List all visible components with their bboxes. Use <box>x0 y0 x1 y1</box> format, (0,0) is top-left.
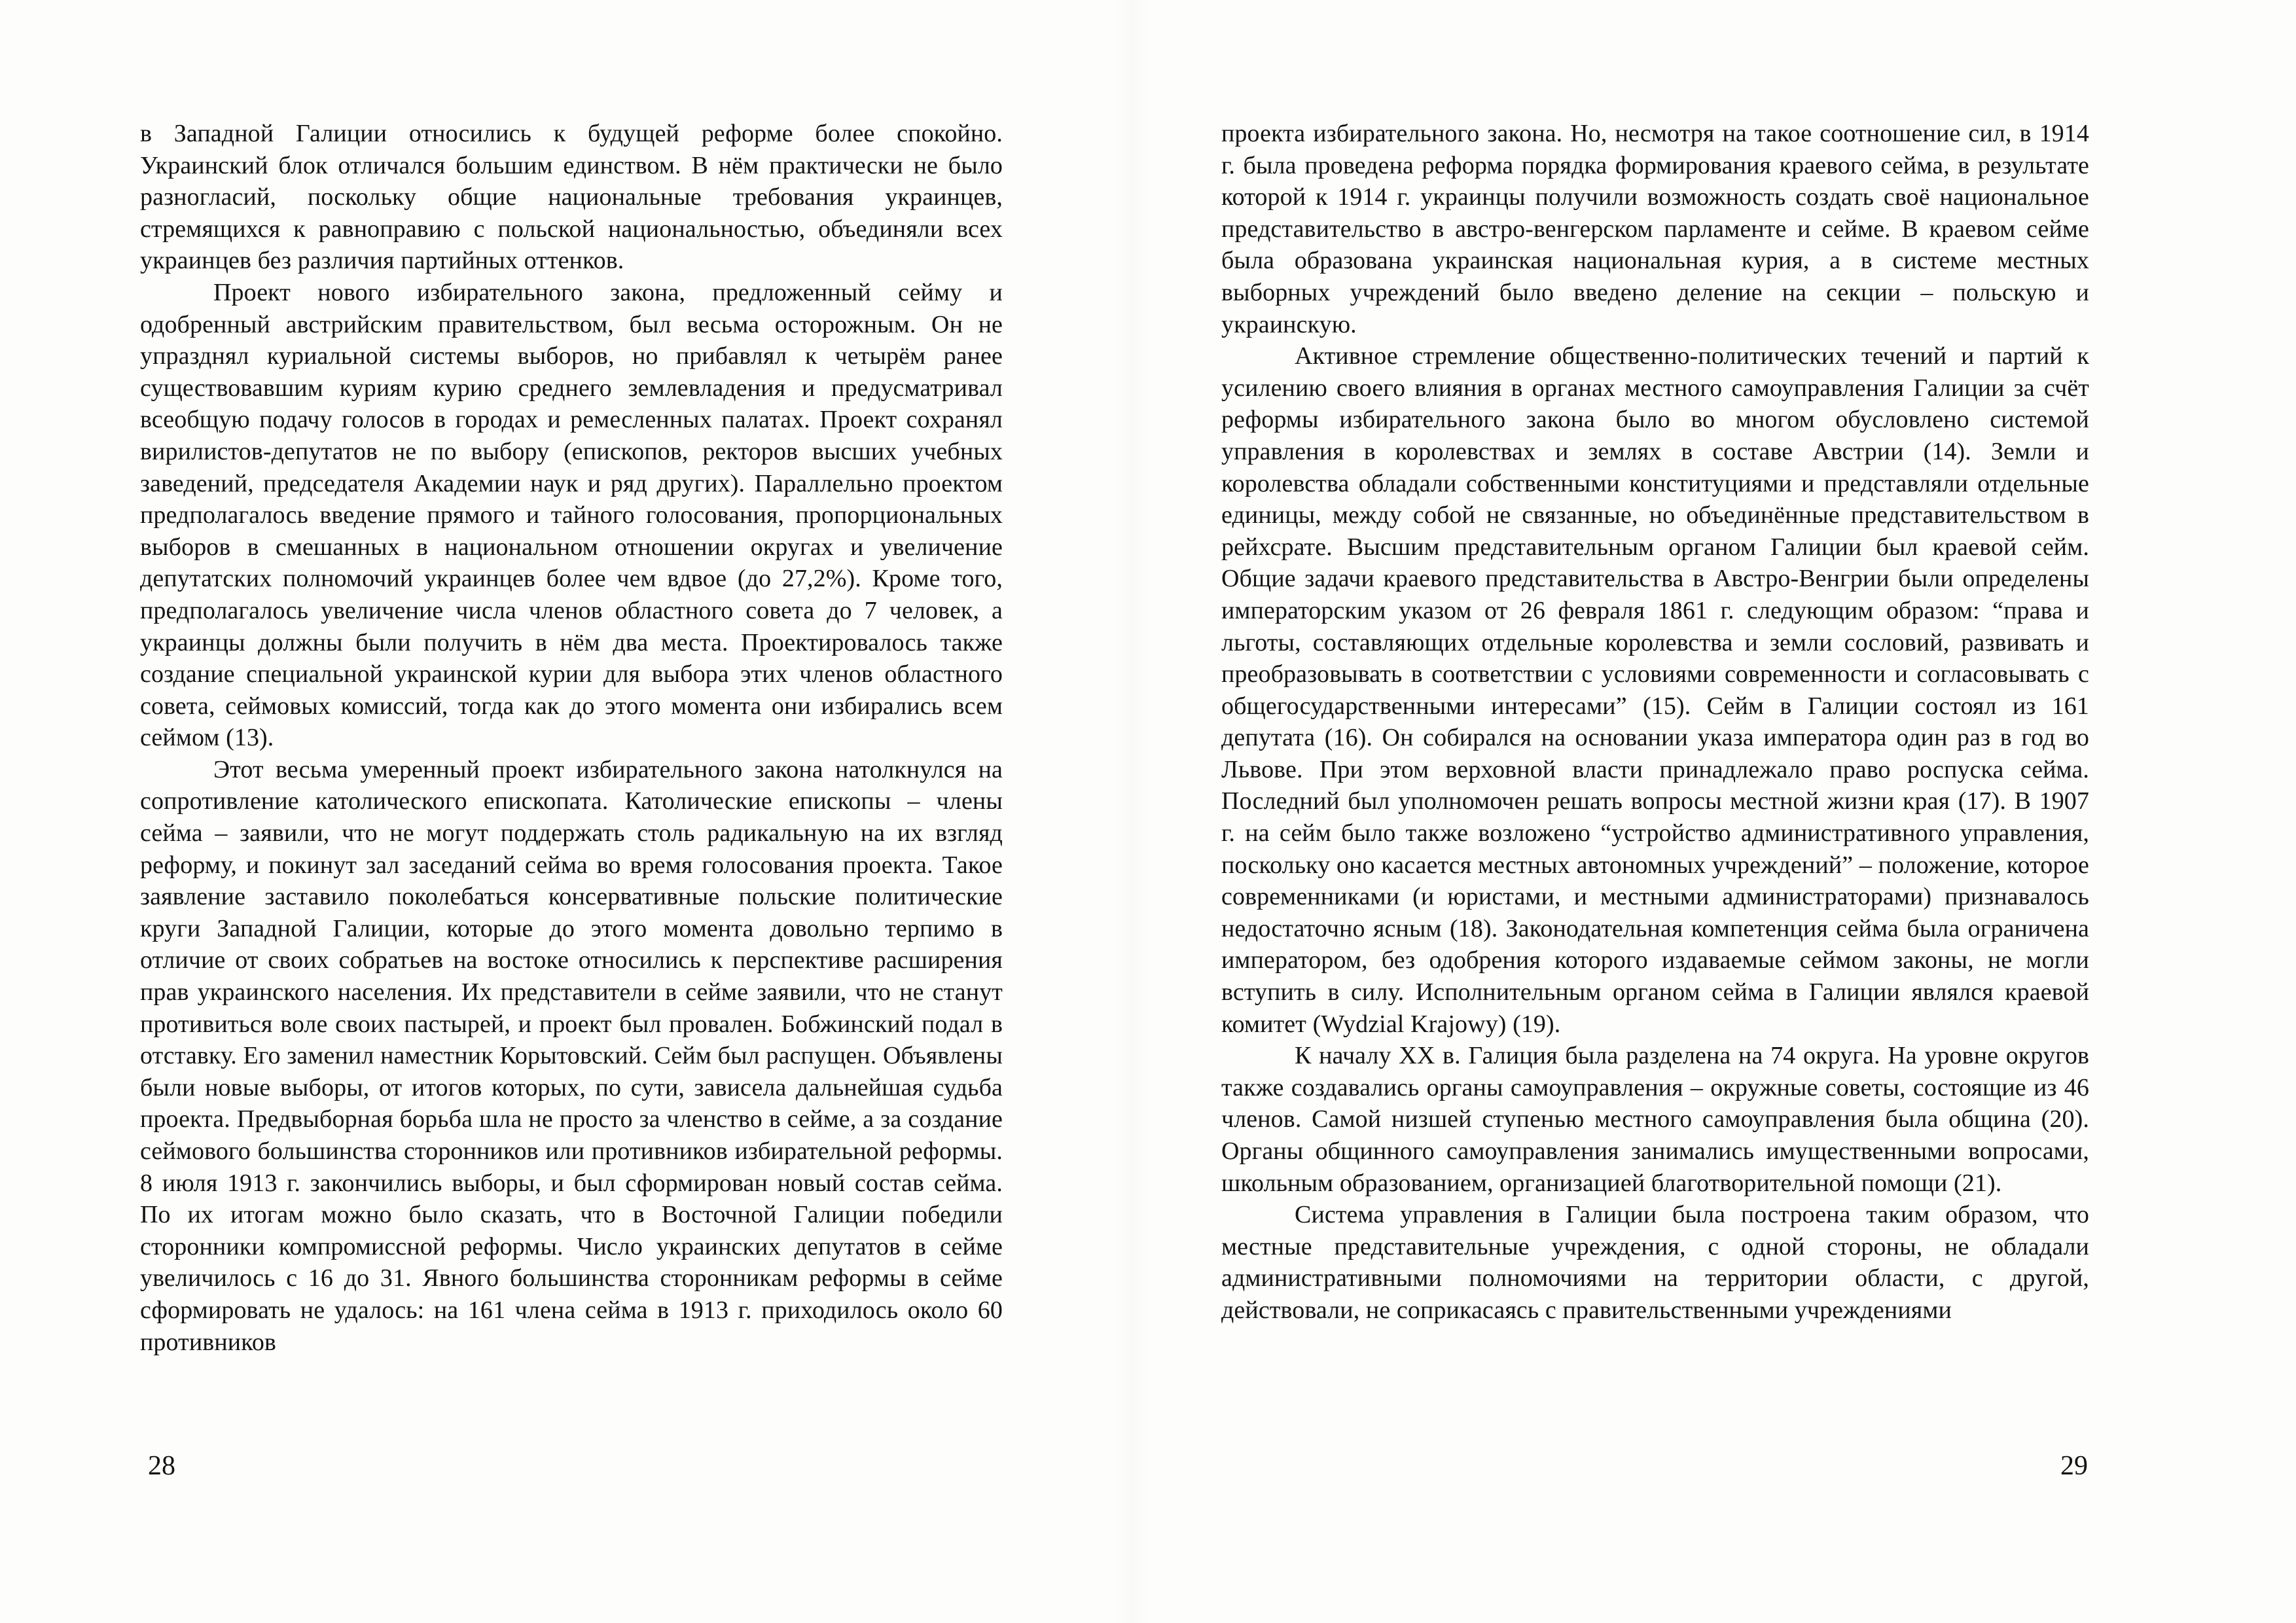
left-paragraph-1: в Западной Галиции относились к будущей реформе более спокойно. Украинский блок отличался большим единством. В нём практически не было разногласий, поскольку общие национальные требования украинцев, стремящихся к равноправию с польской национальностью, объединяли всех украинцев без различия партийных оттенков. <box>140 120 1003 275</box>
right-paragraph-2: Активное стремление общественно-политических течений и партий к усилению своего влияния в органах местного самоуправления Галиции за счёт реформы избирательного закона было во многом обусловлено системой управления в королевствах и землях в составе Австрии (14). Земли и королевства обладали собственными конституциями и представляли отдельные единицы, между собой не связанные, но объединённые представительством в рейхсрате. Высшим представительным органом Галиции был краевой сейм. Общие задачи краевого представительства в Австро-Венгрии были определены императорским указом от 26 февраля 1861 г. следующим образом: “права и льготы, составляющих отдельные королевства и земли сословий, развивать и преобразовывать в соответствии с условиями современности и согласовывать с общегосударственными интересами” (15). Сейм в Галиции состоял из 161 депутата (16). Он собирался на основании указа императора один раз в год во Львове. При этом верховной власти принадлежало право роспуска сейма. Последний был уполномочен решать вопросы местной жизни края (17). В 1907 г. на сейм было также возложено “устройство административного управления, поскольку оно касается местных автономных учреждений” – положение, которое современниками (и юристами, и местными администраторами) признавалось недостаточно ясным (18). Законодательная компетенция сейма была ограничена императором, без одобрения которого издаваемые сеймом законы, не могли вступить в силу. Исполнительным органом сейма в Галиции являлся краевой комитет (Wydzial Krajowy) (19). <box>1221 342 2089 1038</box>
book-gutter <box>1113 0 1152 1623</box>
right-paragraph-3: К началу XX в. Галиция была разделена на 74 округа. На уровне округов также создавались органы самоуправления – окружные советы, состоящие из 46 членов. Самой низшей ступенью местного самоуправления была община (20). Органы общинного самоуправления занимались имущественными вопросами, школьным образованием, организацией благотворительной помощи (21). <box>1221 1042 2089 1197</box>
right-page-number: 29 <box>2060 1451 2088 1481</box>
left-paragraph-2: Проект нового избирательного закона, предложенный сейму и одобренный австрийским правительством, был весьма осторожным. Он не упразднял куриальной системы выборов, но прибавлял к четырём ранее существовавшим куриям курию среднего землевладения и предусматривал всеобщую подачу голосов в городах и ремесленных палатах. Проект сохранял вирилистов-депутатов не по выбору (епископов, ректоров высших учебных заведений, председателя Академии наук и ряд других). Параллельно проектом предполагалось введение прямого и тайного голосования, пропорциональных выборов в смешанных в национальном отношении округах и увеличение депутатских полномочий украинцев более чем вдвое (до 27,2%). Кроме того, предполагалось увеличение числа членов областного совета до 7 человек, а украинцы должны были получить в нём два места. Проектировалось также создание специальной украинской курии для выбора этих членов областного совета, сеймовых комиссий, тогда как до этого момента они избирались всем сеймом (13). <box>140 278 1003 752</box>
right-page <box>1221 118 2089 1327</box>
left-page <box>140 118 1003 1358</box>
right-paragraph-4: Система управления в Галиции была построена таким образом, что местные представительные учреждения, с одной стороны, не обладали административными полномочиями на территории области, с другой, действовали, не соприкасаясь с правительственными учреждениями <box>1221 1201 2089 1324</box>
left-paragraph-3: Этот весьма умеренный проект избирательного закона натолкнулся на сопротивление католического епископата. Католические епископы – члены сейма – заявили, что не могут поддержать столь радикальную на их взгляд реформу, и покинут зал заседаний сейма во время голосования проекта. Такое заявление заставило поколебаться консервативные польские политические круги Западной Галиции, которые до этого момента довольно терпимо в отличие от своих собратьев на востоке относились к перспективе расширения прав украинского населения. Их представители в сейме заявили, что не станут противиться воле своих пастырей, и проект был провален. Бобжинский подал в отставку. Его заменил наместник Корытовский. Сейм был распущен. Объявлены были новые выборы, от итогов которых, по сути, зависела дальнейшая судьба проекта. Предвыборная борьба шла не просто за членство в сейме, а за создание сеймового большинства сторонников или противников избирательной реформы. 8 июля 1913 г. закончились выборы, и был сформирован новый состав сейма. По их итогам можно было сказать, что в Восточной Галиции победили сторонники компромиссной реформы. Число украинских депутатов в сейме увеличилось с 16 до 31. Явного большинства сторонникам реформы в сейме сформировать не удалось: на 161 члена сейма в 1913 г. приходилось около 60 противников <box>140 755 1003 1356</box>
right-paragraph-1: проекта избирательного закона. Но, несмотря на такое соотношение сил, в 1914 г. была проведена реформа порядка формирования краевого сейма, в результате которой к 1914 г. украинцы получили возможность создать своё национальное представительство в австро-венгерском парламенте и сейме. В краевом сейме была образована украинская национальная курия, а в системе местных выборных учреждений было введено деление на секции – польскую и украинскую. <box>1221 120 2089 338</box>
left-page-number: 28 <box>148 1451 175 1481</box>
